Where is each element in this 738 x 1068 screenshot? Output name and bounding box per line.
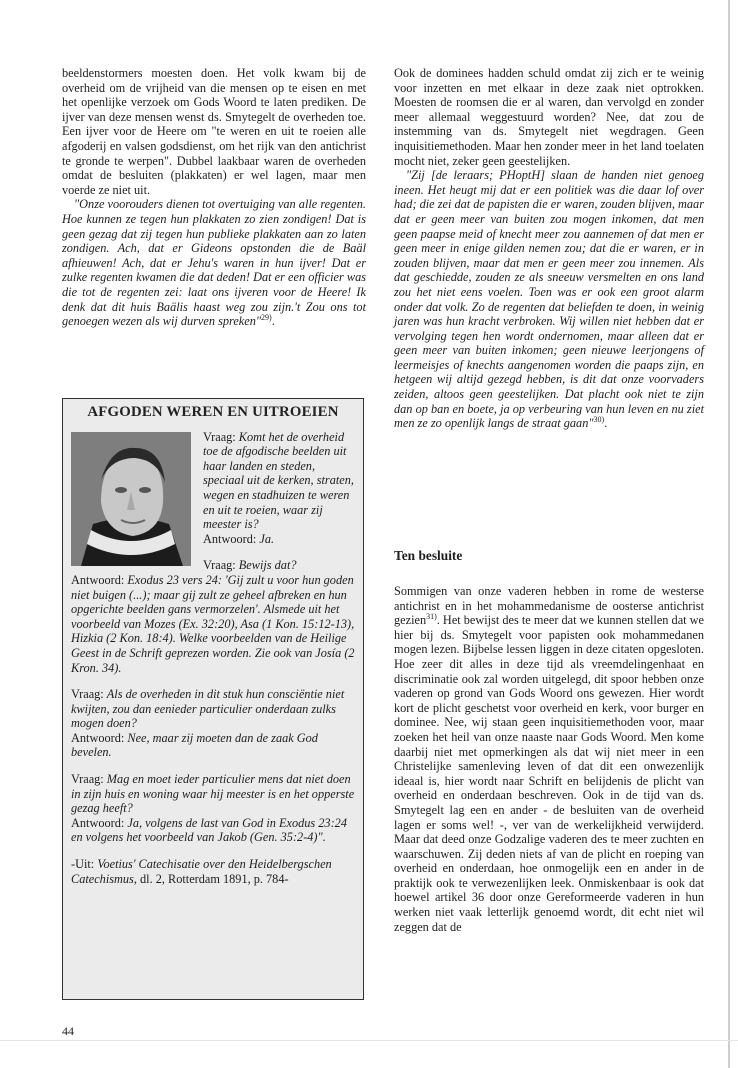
right-paragraph-2a: Sommigen van onze vaderen hebben in rome de westerse antichrist en in het mohammedanisme de oosterse antichrist gezien — [394, 584, 704, 628]
left-quote — [62, 197, 366, 328]
right-paragraph-2b: . Het bewijst des te meer dat we kunnen stellen dat we hier bij ds. Smytegelt voor papisten ook mohammedanen mogen lezen. Bijbelse lessen liggen in deze citaten opgesloten. Hoe zeer dit alles in deze tijd als vreemdelingenhaat en discriminatie ook zal worden uitgelegd, dit spoor hebben onze vaderen op grond van Gods Woord ons gewezen. Hier wordt kort de plicht geschetst voor overheid en kerk, voor burger en dominee. Nee, wij staan geen inquisitiemethoden voor, maar zoeken het heil van onze naaste naar Gods Woord. Men kome daarbij niet met opmerkingen als dat wij niet meer in een Christelijke samenleving leven of dat dit een onwezenlijk ideaal is, hier wordt naar Schrift en belijdenis de plicht van overheid en onderdaan beschreven. Ook in de tijd van ds. Smytegelt lag een en ander - de besluiten van de overheid lagen er soms wel! -, ver van de werkelijkheid verwijderd. Maar dat deed onze Godzalige vaderen des te meer zuchten en waarschuwen. Zij deden niets af van de plicht en roeping van overheid en onderdaan, hoe onmogelijk een en ander in de praktijk ook te verwezenlijken leek. Onmiskenbaar is ook dat hoewel artikel 36 door onze Gereformeerde vaderen in hun werken niet vaak letterlijk genoemd wordt, dit echt niet wil zeggen dat de — [394, 613, 704, 934]
source-prefix: -Uit: — [71, 857, 98, 872]
q1-text: Komt het de overheid toe de afgodische beelden uit haar landen en steden, speciaal uit de kerken, straten, wegen en stadhuizen te weren en uit te roeien, waar zij meester is? — [203, 429, 354, 532]
a4-text: Ja, volgens de last van God in Exodus 23:24 en volgens het voorbeeld van Jakob (Gen. 35:2-4)". — [71, 815, 347, 845]
portrait-image — [71, 432, 191, 566]
page-number: 44 — [62, 1024, 74, 1038]
left-paragraph-1: beeldenstormers moesten doen. Het volk kwam bij de overheid om de vrijheid van die mensen op te eisen en met het openlijke verzoek om Gods Woord te laten prediken. De ijver van deze mensen wenst ds. Smytegelt de overheden toe. Een ijver voor de Heere om "te weren en uit te roeien alle afgoderij en valsen godsdienst, om het rijk van den antichrist te gronde te werpen". Dubbel laakbaar waren de overheden omdat de besluiten (plakkaten) er wel lagen, maar men voerde ze niet uit. — [62, 66, 366, 197]
left-column — [62, 66, 366, 329]
footnote-31: 31) — [426, 612, 437, 622]
q2-text: Bewijs dat? — [238, 558, 297, 573]
section-heading: Ten besluite — [394, 548, 463, 563]
question-2 — [71, 558, 355, 675]
a2-text: Exodus 23 vers 24: 'Gij zult u voor hun goden niet buigen (...); maar gij zult ze geheel afbreken en hun opgerichte beelden gans vermorzelen'. Alsmede uit het voorbeeld van Mozes (Ex. 32:20), Asa (1 Kon. 15:12-13), Hizkia (2 Kon. 18:4). Welke voorbeelden van de Heilige Geest in de Schrift geprezen worden. Zie ook van Josía (2 Kron. 34). — [71, 572, 355, 675]
right-quote-end: . — [604, 416, 608, 431]
box-source — [71, 857, 355, 886]
q4-label: Vraag: — [71, 772, 104, 787]
right-paragraph-1: Ook de dominees hadden schuld omdat zij zich er te weinig voor inzetten en met elkaar in deze zaak niet optrokken. Moesten de roomsen die er al waren, dan vervolgd en zonder meer allemaal weggestuurd worden? Nee, dat zou de instemming van ds. Smytegelt niet wegdragen. Geen inquisitiemethoden. Maar hen zonder meer in het land toelaten mocht niet, zeker geen geestelijken. — [394, 66, 704, 168]
page-bottom-edge — [0, 1040, 738, 1041]
a1-text: Ja. — [259, 531, 275, 546]
question-3 — [71, 687, 355, 760]
page-edge — [728, 0, 730, 1068]
right-paragraph-2 — [394, 584, 704, 934]
footnote-30: 30) — [593, 415, 605, 425]
footnote-29: 29) — [261, 313, 272, 322]
right-column — [394, 66, 704, 431]
left-quote-end: . — [271, 314, 275, 329]
box-title: AFGODEN WEREN EN UITROEIEN — [87, 404, 339, 420]
a4-label: Antwoord: — [71, 815, 125, 830]
q3-text: Als de overheden in dit stuk hun consciëntie niet kwijten, zou dan eenieder particulier onderdaan zulks mogen doen? — [71, 687, 345, 731]
sidebar-box — [62, 398, 364, 1000]
question-4 — [71, 772, 355, 845]
a2-label: Antwoord: — [71, 572, 125, 587]
a1-label: Antwoord: — [203, 531, 257, 546]
a3-label: Antwoord: — [71, 730, 125, 745]
a3-text: Nee, maar zij moeten dan de zaak God bevelen. — [71, 730, 318, 760]
right-quote — [394, 168, 704, 431]
left-quote-text: "Onze voorouders dienen tot overtuiging van alle regenten. Hoe kunnen ze tegen hun plakkaten zo zien zondigen! Dat is geen gezag dat zij tegen hun publieke plakkaten aan zo laten zondigen. Ach, dat er Gideons opstonden die de Baäl afhieuwen! Ach, dat er Jehu's waren in hun ijver! Dat er zulke regenten kwamen die dat deden! Dat er een officier was die tot de regenten zei: laat ons ijveren voor de Heere! Ik denk dat dit huis Baälis haast weg zou zijn.'t Zou ons tot genoegen wezen als wij durven spreken" — [62, 197, 366, 329]
q4-text: Mag en moet ieder particulier mens dat niet doen in zijn huis en woning waar hij meester is en het opperste gezag heeft? — [71, 772, 355, 816]
q2-label: Vraag: — [203, 558, 236, 573]
right-column-lower — [394, 584, 704, 934]
source-title: Voetius' Catechisatie over den Heidelbergschen Catechismus — [71, 857, 332, 886]
portrait-drawing — [71, 432, 191, 566]
right-quote-text: "Zij [de leraars; PHoptH] slaan de handen niet genoeg ineen. Het heugt mij dat er een politiek was die daar lof over had; die zei dat de papisten die er waren, zouden blijven, maar dat er geen meer van buiten zou mogen inkomen, dat men geen paapse meid of knecht meer zou aannemen of dat men er geen meer in enige gilden nemen zou; dat die er waren, er in zouden blijven, maar dat men er geen meer zou innemen. Als dat geschiedde, zouden ze als sneeuw versmelten en ons land zou het niet eens voelen. Toen was er ook een groot alarm onder dat volk. Zo de regenten dat beliefden te doen, in weinig jaren was hun kracht verbroken. Wij willen niet hebben dat er vervolging tegen hen wordt ondernomen, maar alleen dat er geen meer van buiten inkomen; geen nieuwe leerjongens of leermeisjes of knechts aangenomen worden die paaps zijn, en hetgeen wij altijd gezegd hebben, is dit dat onze voorvaders zeiden, altoos geen geestelijken. Dat placht ook niet te zijn dan op ban en boete, ja op verbeuring van hun leven en nu ziet men ze zo openlijk langs de straat gaan" — [394, 168, 704, 431]
q3-label: Vraag: — [71, 687, 104, 702]
q1-label: Vraag: — [203, 429, 236, 444]
source-rest: , dl. 2, Rotterdam 1891, p. 784- — [133, 871, 289, 886]
